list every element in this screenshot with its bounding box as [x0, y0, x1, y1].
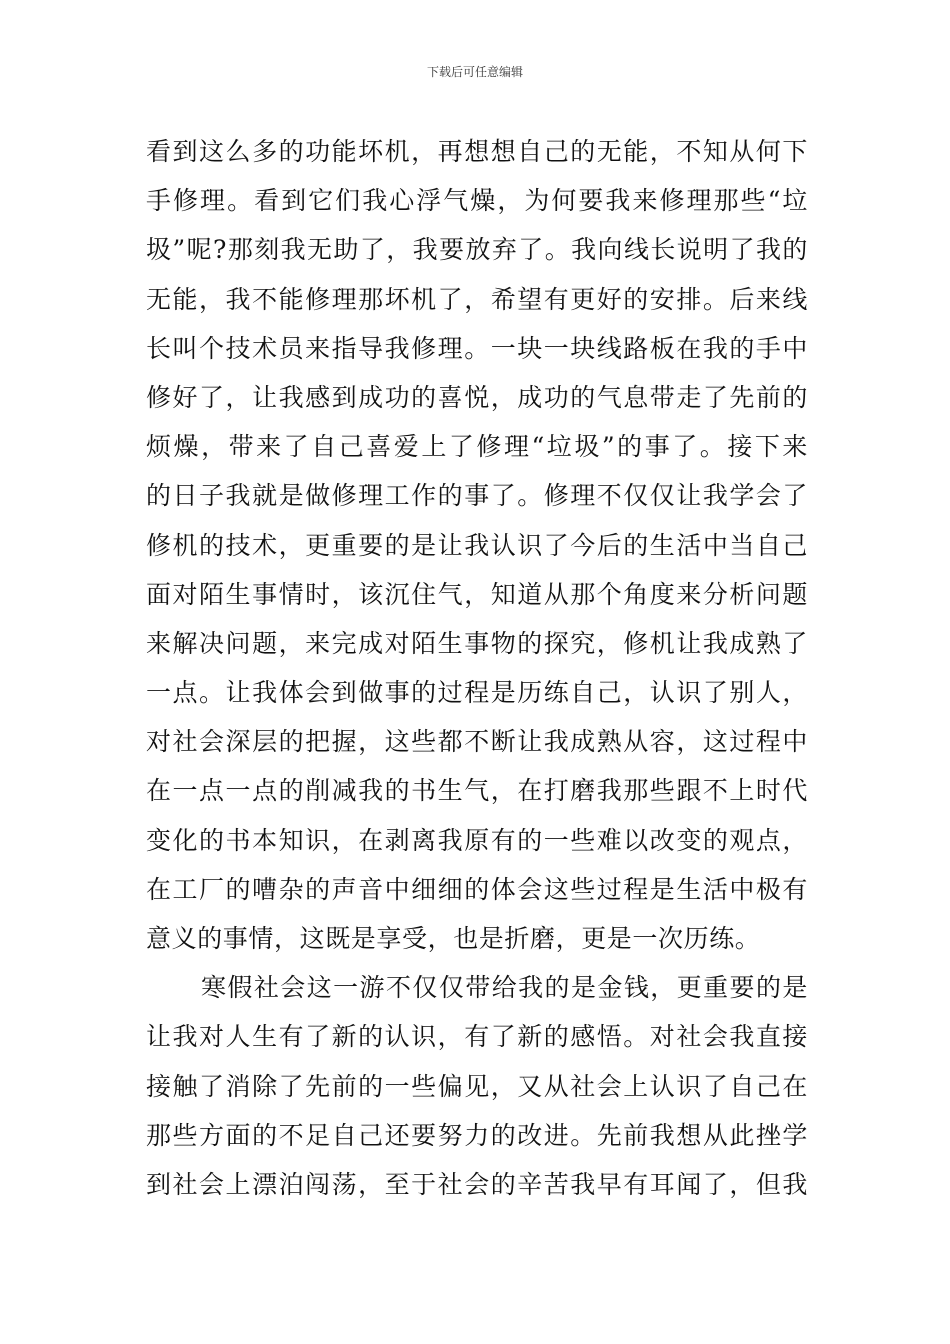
text-line: 无能，我不能修理那坏机了，希望有更好的安排。后来线: [146, 284, 808, 314]
text-line: 让我对人生有了新的认识，有了新的感悟。对社会我直接: [146, 1022, 808, 1052]
text-line: 修机的技术，更重要的是让我认识了今后的生活中当自己: [146, 530, 808, 560]
text-line: 到社会上漂泊闯荡，至于社会的辛苦我早有耳闻了，但我: [146, 1169, 808, 1199]
text-line: 看到这么多的功能坏机，再想想自己的无能，不知从何下: [146, 137, 808, 166]
text-line: 修好了，让我感到成功的喜悦，成功的气息带走了先前的: [146, 382, 808, 412]
text-line-paragraph-start: 寒假社会这一游不仅仅带给我的是金钱，更重要的是: [201, 973, 808, 1003]
text-line: 手修理。看到它们我心浮气燥，为何要我来修理那些“垃: [146, 186, 808, 216]
text-line: 圾”呢?那刻我无助了，我要放弃了。我向线长说明了我的: [146, 235, 808, 265]
text-line: 长叫个技术员来指导我修理。一块一块线路板在我的手中: [146, 333, 808, 363]
text-line: 对社会深层的把握，这些都不断让我成熟从容，这过程中: [146, 727, 808, 757]
text-line: 一点。让我体会到做事的过程是历练自己，认识了别人，: [146, 678, 808, 708]
text-line: 面对陌生事情时，该沉住气，知道从那个角度来分析问题: [146, 579, 808, 609]
text-line: 在一点一点的削减我的书生气，在打磨我那些跟不上时代: [146, 776, 808, 806]
text-line: 来解决问题，来完成对陌生事物的探究，修机让我成熟了: [146, 628, 808, 658]
text-line: 的日子我就是做修理工作的事了。修理不仅仅让我学会了: [146, 481, 808, 511]
text-line: 在工厂的嘈杂的声音中细细的体会这些过程是生活中极有: [146, 874, 808, 904]
page-header: 下载后可任意编辑: [426, 65, 523, 79]
text-line: 接触了消除了先前的一些偏见，又从社会上认识了自己在: [146, 1071, 808, 1101]
text-line-paragraph-end: 意义的事情，这既是享受，也是折磨，更是一次历练。: [146, 924, 761, 953]
text-line: 变化的书本知识，在剥离我原有的一些难以改变的观点，: [146, 825, 808, 855]
document-body: [146, 127, 808, 1209]
text-line: 那些方面的不足自己还要努力的改进。先前我想从此挫学: [146, 1120, 808, 1150]
text-line: 烦燥，带来了自己喜爱上了修理“垃圾”的事了。接下来: [146, 432, 808, 462]
